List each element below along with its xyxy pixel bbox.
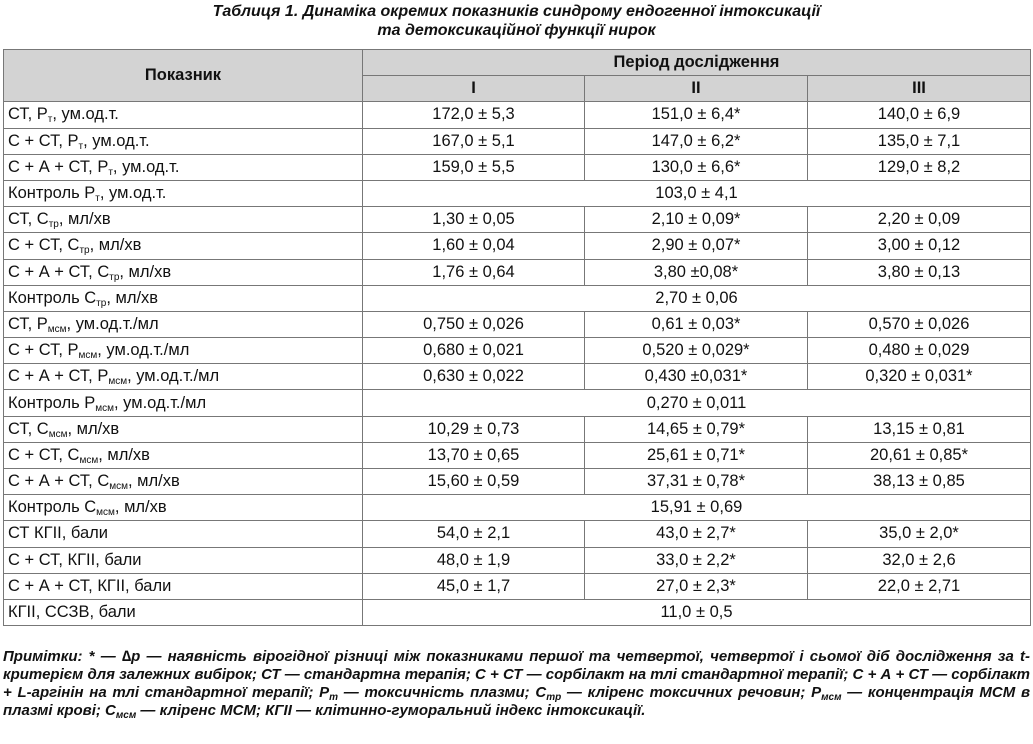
indicator-subscript: тр (79, 245, 90, 257)
value-cell-period-2: 3,80 ±0,08* (585, 259, 808, 285)
indicator-subscript: мсм (109, 481, 128, 493)
notes-sub-2: тр (546, 692, 562, 703)
indicator-label: СТ, С (8, 210, 49, 229)
indicator-unit: , мл/хв (106, 288, 159, 307)
value-cell-period-1: 159,0 ± 5,5 (363, 154, 585, 180)
indicator-label: С + СТ, Р (8, 131, 79, 150)
table-row (4, 180, 1031, 206)
indicator-subscript: мсм (48, 428, 68, 440)
indicator-label: С + А + СТ, КГІІ, бали (8, 576, 172, 595)
value-cell-period-1: 0,630 ± 0,022 (363, 364, 585, 390)
control-value-cell: 0,270 ± 0,011 (363, 390, 1031, 416)
indicator-cell (4, 259, 363, 285)
value-cell-period-3: 22,0 ± 2,71 (808, 573, 1031, 599)
indicator-subscript: тр (96, 297, 107, 309)
table-body (4, 102, 1031, 626)
indicator-label: С + А + СТ, С (8, 472, 110, 491)
indicator-unit: , мл/хв (119, 262, 172, 281)
header-period: Період дослідження (363, 50, 1031, 76)
indicator-cell (4, 495, 363, 521)
value-cell-period-3: 13,15 ± 0,81 (808, 416, 1031, 442)
caption-line-1: Таблиця 1. Динаміка окремих показників синдрому ендогенної інтоксикації (212, 3, 821, 20)
indicator-label: С + А + СТ, С (8, 262, 110, 281)
value-cell-period-2: 0,520 ± 0,029* (585, 338, 808, 364)
table-caption (0, 0, 1033, 40)
indicator-label: Контроль Р (8, 184, 96, 203)
indicator-cell (4, 364, 363, 390)
table-row (4, 469, 1031, 495)
indicator-cell (4, 285, 363, 311)
indicator-cell (4, 442, 363, 468)
value-cell-period-2: 25,61 ± 0,71* (585, 442, 808, 468)
notes-text-5: — кліренс МСМ; КГІІ — клітинно-гуморальний індекс інтоксикації. (136, 702, 646, 719)
table-row (4, 338, 1031, 364)
indicator-unit: , ум.од.т. (112, 157, 180, 176)
notes-sub-1: т (329, 692, 339, 703)
indicator-subscript: т (47, 114, 53, 126)
value-cell-period-2: 43,0 ± 2,7* (585, 521, 808, 547)
control-value-cell: 15,91 ± 0,69 (363, 495, 1031, 521)
indicator-cell (4, 311, 363, 337)
header-period-3: III (808, 76, 1031, 102)
indicator-label: С + СТ, С (8, 236, 80, 255)
value-cell-period-3: 3,00 ± 0,12 (808, 233, 1031, 259)
indicator-unit: , ум.од.т./мл (66, 314, 159, 333)
indicator-unit: , мл/хв (114, 498, 167, 517)
indicator-label: С + СТ, С (8, 445, 80, 464)
value-cell-period-2: 151,0 ± 6,4* (585, 102, 808, 128)
indicator-cell (4, 416, 363, 442)
indicator-unit: , мл/хв (127, 472, 180, 491)
value-cell-period-1: 0,750 ± 0,026 (363, 311, 585, 337)
value-cell-period-1: 15,60 ± 0,59 (363, 469, 585, 495)
table-row (4, 311, 1031, 337)
value-cell-period-2: 27,0 ± 2,3* (585, 573, 808, 599)
table-notes (3, 648, 1030, 720)
indicator-subscript: мсм (79, 454, 99, 466)
table-row (4, 442, 1031, 468)
value-cell-period-1: 1,76 ± 0,64 (363, 259, 585, 285)
value-cell-period-1: 13,70 ± 0,65 (363, 442, 585, 468)
indicator-cell (4, 390, 363, 416)
indicator-label: СТ, Р (8, 105, 48, 124)
indicator-subscript: т (78, 140, 84, 152)
value-cell-period-1: 54,0 ± 2,1 (363, 521, 585, 547)
indicator-cell (4, 599, 363, 625)
value-cell-period-3: 129,0 ± 8,2 (808, 154, 1031, 180)
indicator-subscript: тр (109, 271, 120, 283)
table-row (4, 128, 1031, 154)
indicator-label: СТ, С (8, 419, 49, 438)
notes-sub-4: мсм (115, 710, 137, 721)
table-row (4, 573, 1031, 599)
indicator-label: С + СТ, КГІІ, бали (8, 550, 142, 569)
notes-text-3: — кліренс токсичних речовин; Р (561, 684, 822, 701)
indicator-subscript: тр (48, 219, 59, 231)
value-cell-period-1: 48,0 ± 1,9 (363, 547, 585, 573)
value-cell-period-3: 20,61 ± 0,85* (808, 442, 1031, 468)
control-value-cell: 2,70 ± 0,06 (363, 285, 1031, 311)
notes-sub-3: мсм (821, 692, 842, 703)
value-cell-period-3: 35,0 ± 2,0* (808, 521, 1031, 547)
indicator-unit: , ум.од.т./мл (127, 367, 220, 386)
table-row (4, 154, 1031, 180)
indicator-unit: , ум.од.т./мл (114, 393, 207, 412)
indicator-label: С + СТ, Р (8, 341, 79, 360)
table-row (4, 390, 1031, 416)
indicator-cell (4, 180, 363, 206)
table-row (4, 521, 1031, 547)
indicator-cell (4, 207, 363, 233)
header-period-1: I (363, 76, 585, 102)
caption-line-2: та детоксикаційної функції нирок (377, 22, 656, 39)
header-indicator: Показник (4, 50, 363, 102)
indicator-label: СТ КГІІ, бали (8, 524, 109, 543)
value-cell-period-3: 32,0 ± 2,6 (808, 547, 1031, 573)
indicator-cell (4, 233, 363, 259)
indicator-unit: , ум.од.т. (99, 184, 167, 203)
value-cell-period-1: 1,60 ± 0,04 (363, 233, 585, 259)
notes-text-2: — токсичність плазми; С (338, 684, 547, 701)
indicator-cell (4, 547, 363, 573)
value-cell-period-3: 0,570 ± 0,026 (808, 311, 1031, 337)
header-period-2: II (585, 76, 808, 102)
value-cell-period-2: 0,61 ± 0,03* (585, 311, 808, 337)
indicator-subscript: мсм (47, 323, 67, 335)
indicator-label: КГІІ, ССЗВ, бали (8, 603, 136, 622)
value-cell-period-1: 0,680 ± 0,021 (363, 338, 585, 364)
table-row (4, 364, 1031, 390)
table-row (4, 285, 1031, 311)
indicator-label: Контроль Р (8, 393, 96, 412)
indicator-subscript: т (95, 193, 100, 205)
table-row (4, 495, 1031, 521)
value-cell-period-2: 147,0 ± 6,2* (585, 128, 808, 154)
indicator-cell (4, 469, 363, 495)
value-cell-period-2: 37,31 ± 0,78* (585, 469, 808, 495)
table-row (4, 233, 1031, 259)
indicator-cell (4, 573, 363, 599)
value-cell-period-3: 0,480 ± 0,029 (808, 338, 1031, 364)
table-row (4, 207, 1031, 233)
control-value-cell: 11,0 ± 0,5 (363, 599, 1031, 625)
indicator-unit: , мл/хв (58, 210, 111, 229)
indicator-subscript: мсм (95, 402, 115, 414)
indicator-unit: , ум.од.т. (83, 131, 150, 150)
indicator-label: С + А + СТ, Р (8, 367, 109, 386)
results-table (3, 49, 1031, 626)
value-cell-period-3: 140,0 ± 6,9 (808, 102, 1031, 128)
indicator-cell (4, 338, 363, 364)
notes-text-4: — концентрація МСМ в плазмі крові; С (3, 684, 1031, 719)
table-row (4, 259, 1031, 285)
table-row (4, 599, 1031, 625)
value-cell-period-3: 3,80 ± 0,13 (808, 259, 1031, 285)
indicator-label: Контроль С (8, 288, 97, 307)
indicator-cell (4, 154, 363, 180)
value-cell-period-2: 130,0 ± 6,6* (585, 154, 808, 180)
value-cell-period-3: 0,320 ± 0,031* (808, 364, 1031, 390)
indicator-label: Контроль С (8, 498, 97, 517)
value-cell-period-3: 2,20 ± 0,09 (808, 207, 1031, 233)
indicator-cell (4, 128, 363, 154)
value-cell-period-1: 1,30 ± 0,05 (363, 207, 585, 233)
indicator-subscript: т (108, 166, 113, 178)
indicator-cell (4, 521, 363, 547)
indicator-label: С + А + СТ, Р (8, 157, 109, 176)
value-cell-period-2: 2,10 ± 0,09* (585, 207, 808, 233)
table-row (4, 547, 1031, 573)
table-row (4, 102, 1031, 128)
indicator-unit: , мл/хв (67, 419, 120, 438)
value-cell-period-3: 135,0 ± 7,1 (808, 128, 1031, 154)
value-cell-period-2: 33,0 ± 2,2* (585, 547, 808, 573)
notes-text-1: Примітки: * — ∆р — наявність вірогідної різниці між показниками першої та четвертої, четвертої і сьомої діб дослідження за t-критерієм для залежних вибірок; СТ — стандартна терапія; С + СТ — сорбілакт на тлі стандартної терапії; С + А + СТ — сорбілакт + L-аргінін на тлі стандартної терапії; Р (3, 648, 1030, 701)
indicator-cell (4, 102, 363, 128)
indicator-unit: , мл/хв (89, 236, 142, 255)
value-cell-period-2: 14,65 ± 0,79* (585, 416, 808, 442)
indicator-unit: , ум.од.т./мл (97, 341, 190, 360)
table-row (4, 416, 1031, 442)
value-cell-period-1: 172,0 ± 5,3 (363, 102, 585, 128)
value-cell-period-1: 167,0 ± 5,1 (363, 128, 585, 154)
value-cell-period-2: 0,430 ±0,031* (585, 364, 808, 390)
value-cell-period-2: 2,90 ± 0,07* (585, 233, 808, 259)
indicator-label: СТ, Р (8, 314, 48, 333)
indicator-unit: , ум.од.т. (52, 105, 119, 124)
control-value-cell: 103,0 ± 4,1 (363, 180, 1031, 206)
value-cell-period-3: 38,13 ± 0,85 (808, 469, 1031, 495)
indicator-subscript: мсм (78, 350, 98, 362)
indicator-subscript: мсм (108, 376, 128, 388)
indicator-subscript: мсм (96, 507, 115, 519)
value-cell-period-1: 45,0 ± 1,7 (363, 573, 585, 599)
indicator-unit: , мл/хв (98, 445, 150, 464)
value-cell-period-1: 10,29 ± 0,73 (363, 416, 585, 442)
